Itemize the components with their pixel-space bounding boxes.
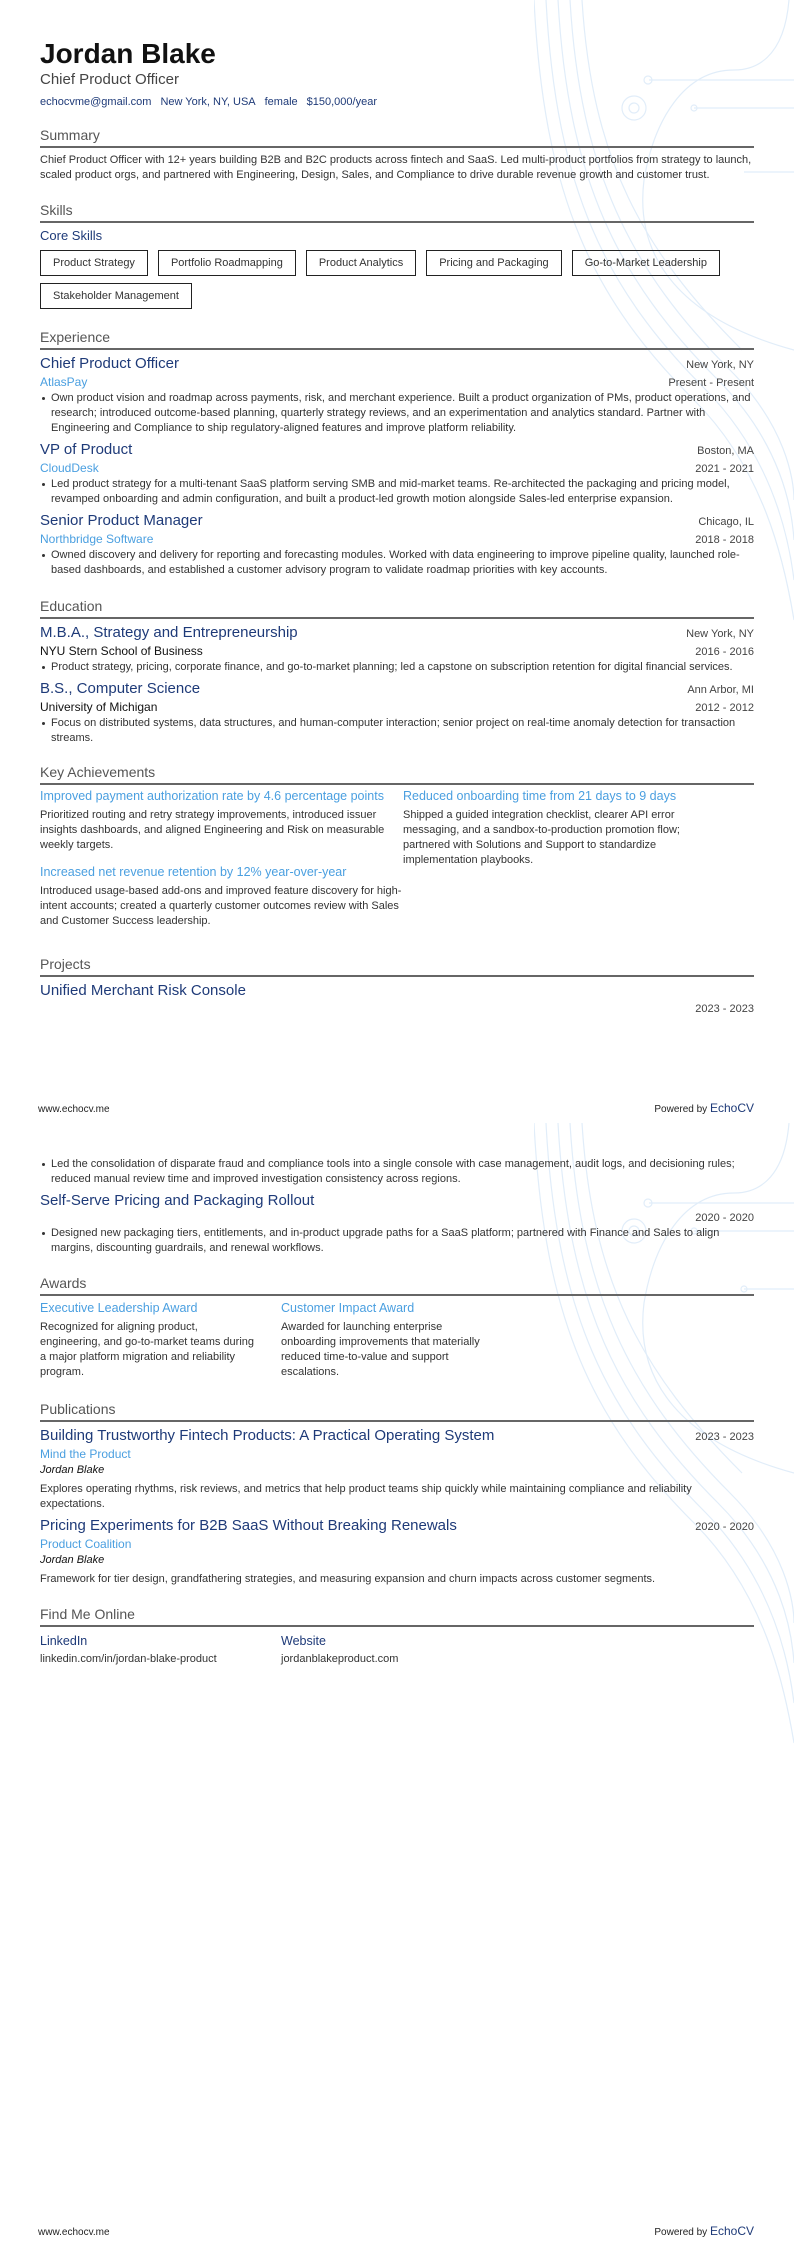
contact-info [40,94,754,110]
skill-chip: Product Analytics [306,250,416,276]
online-website [281,1632,522,1667]
section-heading: Key Achievements [40,763,754,785]
projects-section [40,955,754,1017]
achievement [403,789,754,868]
brand-logo: EchoCV [709,2224,754,2238]
publication-dates: 2023 - 2023 [695,1431,754,1443]
job-dates: 2018 - 2018 [695,534,754,546]
job-bullet: Own product vision and roadmap across payments, risk, and merchant experience. Built a product organization of PMs, product operations, and research; introduced outcome-based planning, quarterly strategy reviews, and an experimentation and analytics standard. Partner with Engineering and Compliance to ship regulatory-aligned features and improve platform reliability. [40,391,754,436]
publication-title: Building Trustworthy Fintech Products: A Practical Operating System [40,1427,495,1444]
section-heading: Publications [40,1400,754,1422]
section-heading: Projects [40,955,754,977]
contact-email[interactable]: echocvme@gmail.com [40,96,152,108]
degree: M.B.A., Strategy and Entrepreneurship [40,624,298,641]
skills-section [40,201,754,309]
project-bullets [40,1157,754,1187]
page-footer [38,2224,754,2238]
job-title: Chief Product Officer [40,355,179,372]
project-dates: 2023 - 2023 [695,1003,754,1015]
company: AtlasPay [40,375,88,389]
publication-dates: 2020 - 2020 [695,1521,754,1533]
job-dates: 2021 - 2021 [695,463,754,475]
publication-title: Pricing Experiments for B2B SaaS Without Breaking Renewals [40,1517,457,1534]
section-heading: Summary [40,126,754,148]
job-title: Senior Product Manager [40,512,203,529]
education-dates: 2016 - 2016 [695,646,754,658]
achievement-desc: Introduced usage-based add-ons and improved feature discovery for high-intent accounts; created a quarterly customer outcomes review with Sales and Customer Success leadership. [40,885,402,927]
education-dates: 2012 - 2012 [695,702,754,714]
project-title: Unified Merchant Risk Console [40,982,246,999]
online-label: Website [281,1634,326,1648]
award-title: Executive Leadership Award [40,1301,198,1315]
job-dates: Present - Present [668,377,754,389]
award-desc: Awarded for launching enterprise onboarding improvements that materially reduced time-to-value and support escalations. [281,1321,480,1378]
section-heading: Find Me Online [40,1605,754,1627]
summary-section [40,126,754,183]
project-entry [40,981,754,1017]
publication [40,1426,754,1512]
footer-site-link[interactable]: www.echocv.me [38,2227,110,2238]
education-bullet: Focus on distributed systems, data structures, and human-computer interaction; senior project on real-time anomaly detection for transaction streams. [40,716,754,746]
achievements-section [40,763,754,941]
achievement [40,789,403,853]
experience-section [40,328,754,578]
skill-chip: Go-to-Market Leadership [572,250,720,276]
powered-by-label: Powered by [654,2227,708,2238]
job-location: Boston, MA [697,445,754,457]
section-heading: Education [40,597,754,619]
publication-author: Jordan Blake [40,1464,105,1476]
publisher: Product Coalition [40,1537,132,1551]
contact-salary: $150,000/year [306,96,377,108]
page-footer [38,1101,754,1115]
experience-entry [40,440,754,507]
publication-author: Jordan Blake [40,1554,105,1566]
candidate-title: Chief Product Officer [40,71,179,88]
footer-site-link[interactable]: www.echocv.me [38,1104,110,1115]
project-bullet: Led the consolidation of disparate fraud and compliance tools into a single console with case management, audit logs, and decisioning rules; reduced manual review time and improved investigation consistency across regions. [40,1157,754,1187]
achievement-title: Increased net revenue retention by 12% year-over-year [40,865,347,879]
publisher: Mind the Product [40,1447,131,1461]
awards-section [40,1274,754,1380]
school-location: Ann Arbor, MI [687,684,754,696]
contact-location: New York, NY, USA [160,96,256,108]
experience-entry [40,354,754,436]
powered-by [654,2224,754,2238]
contact-gender: female [264,96,298,108]
page-2 [0,1123,794,2246]
skill-chip: Product Strategy [40,250,148,276]
school: NYU Stern School of Business [40,644,203,658]
job-location: New York, NY [686,359,754,371]
publication-desc: Framework for tier design, grandfathering strategies, and measuring expansion and churn impacts across customer segments. [40,1573,656,1585]
achievement-desc: Prioritized routing and retry strategy improvements, introduced issuer insights dashboards, and aligned Engineering and Risk on measurable weekly targets. [40,809,385,851]
achievement-title: Improved payment authorization rate by 4.6 percentage points [40,789,384,803]
degree: B.S., Computer Science [40,680,201,697]
online-linkedin [40,1632,281,1667]
online-label: LinkedIn [40,1634,88,1648]
brand-logo: EchoCV [709,1101,754,1115]
award-title: Customer Impact Award [281,1301,415,1315]
education-entry [40,623,754,675]
job-bullet: Owned discovery and delivery for reporting and forecasting modules. Worked with data engineering to improve pipeline quality, launched role-based dashboards, and established a customer advisory program to validate roadmap priorities with key accounts. [40,548,754,578]
project-dates: 2020 - 2020 [695,1212,754,1224]
linkedin-link[interactable]: linkedin.com/in/jordan-blake-product [40,1653,217,1665]
company: CloudDesk [40,461,99,475]
job-title: VP of Product [40,441,133,458]
project-entry [40,1191,754,1256]
award [281,1301,522,1380]
school: University of Michigan [40,700,158,714]
publications-section [40,1400,754,1587]
award [40,1301,281,1380]
powered-by-label: Powered by [654,1104,708,1115]
skill-group-title: Core Skills [40,228,103,243]
achievement-desc: Shipped a guided integration checklist, clearer API error messaging, and a sandbox-to-production promotion flow; partnered with Solutions and Support to standardize implementation playbooks. [403,809,680,866]
achievement [40,865,403,929]
experience-entry [40,511,754,578]
company: Northbridge Software [40,532,154,546]
section-heading: Awards [40,1274,754,1296]
publication [40,1516,754,1587]
skill-chip: Portfolio Roadmapping [158,250,296,276]
award-desc: Recognized for aligning product, engineering, and go-to-market teams during a major platform migration and reliability program. [40,1321,255,1378]
education-entry [40,679,754,746]
powered-by [654,1101,754,1115]
project-bullet: Designed new packaging tiers, entitlements, and in-product upgrade paths for a SaaS platform; partnered with Finance and Sales to align margins, discounting guardrails, and renewal workflows. [40,1226,754,1256]
summary-text: Chief Product Officer with 12+ years building B2B and B2C products across fintech and SaaS. Led multi-product portfolios from strategy to launch, scaled product orgs, and partnered with Engineering, Design, Sales, and Compliance to drive durable revenue growth and customer trust. [40,154,752,181]
job-location: Chicago, IL [698,516,754,528]
publication-desc: Explores operating rhythms, risk reviews, and metrics that help product teams ship quickly while maintaining compliance and reliability expectations. [40,1483,692,1510]
achievement-title: Reduced onboarding time from 21 days to 9 days [403,789,677,803]
candidate-name: Jordan Blake [40,38,216,69]
education-bullet: Product strategy, pricing, corporate finance, and go-to-market planning; led a capstone on subscription retention for digital financial services. [40,660,754,675]
job-bullet: Led product strategy for a multi-tenant SaaS platform serving SMB and mid-market teams. Re-architected the packaging and pricing model, revamped onboarding and admin configuration, and built a product-led growth motion alongside Sales-led enterprise expansion. [40,477,754,507]
online-section [40,1605,754,1667]
section-heading: Experience [40,328,754,350]
skill-chip: Pricing and Packaging [426,250,561,276]
website-link[interactable]: jordanblakeproduct.com [281,1653,399,1665]
school-location: New York, NY [686,628,754,640]
project-title: Self-Serve Pricing and Packaging Rollout [40,1192,315,1209]
education-section [40,597,754,746]
skill-chip: Stakeholder Management [40,283,192,309]
section-heading: Skills [40,201,754,223]
